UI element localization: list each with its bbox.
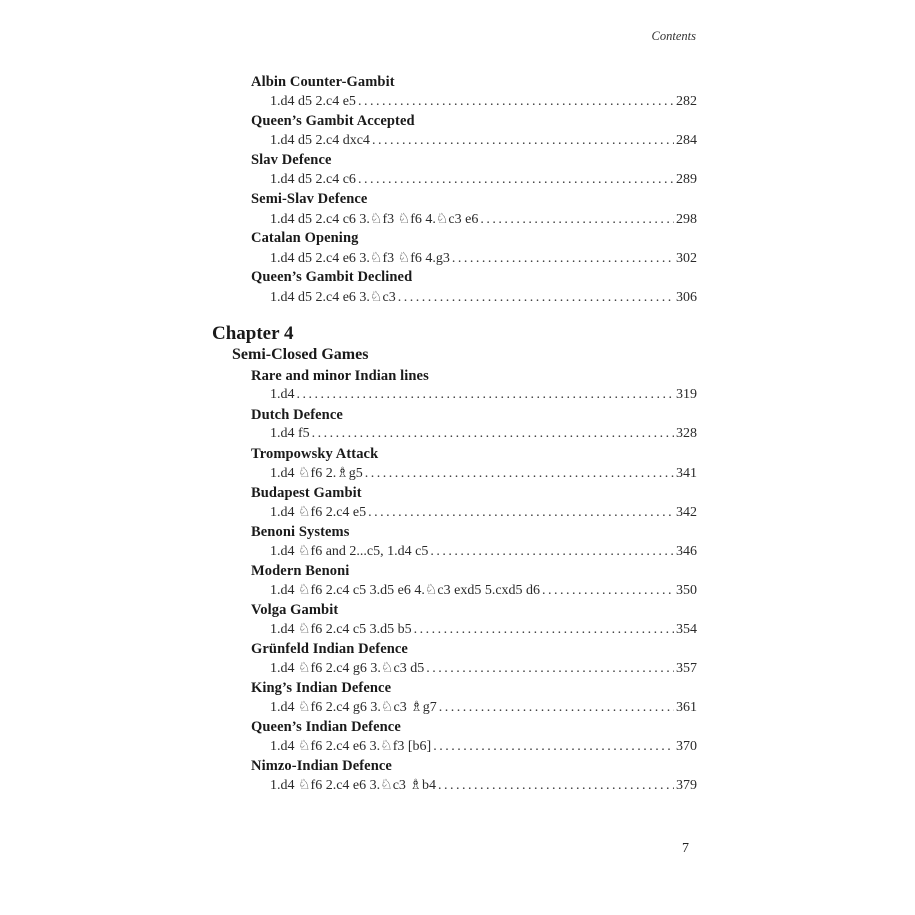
- toc-moves: 1.d4 ♘f6 2.c4 g6 3.♘c3 ♗g7: [270, 700, 437, 715]
- toc-page-number: 298: [676, 212, 697, 227]
- toc-entry-title: Nimzo-Indian Defence: [251, 758, 392, 774]
- toc-entry-title: King’s Indian Defence: [251, 680, 392, 696]
- toc-entry-title: Queen’s Gambit Declined: [251, 269, 413, 285]
- toc-entry-title: Rare and minor Indian lines: [251, 368, 429, 384]
- dot-leader: [358, 172, 674, 188]
- toc-moves: 1.d4 f5: [270, 426, 310, 441]
- dot-leader: [452, 251, 674, 267]
- toc-entry-title: Grünfeld Indian Defence: [251, 641, 408, 657]
- toc-entry-title: Slav Defence: [251, 152, 332, 168]
- toc-entry-line[interactable]: [270, 94, 697, 110]
- dot-leader: [358, 94, 674, 110]
- dot-leader: [430, 544, 674, 560]
- toc-entry-line[interactable]: [270, 133, 697, 149]
- toc-page-number: 289: [676, 172, 697, 187]
- toc-page-number: 357: [676, 661, 697, 676]
- toc-entry-line[interactable]: [270, 738, 697, 755]
- toc-moves: 1.d4 ♘f6 2.c4 e6 3.♘f3 [b6]: [270, 739, 432, 754]
- toc-page-number: 370: [676, 739, 697, 754]
- toc-page-number: 302: [676, 251, 697, 266]
- dot-leader: [433, 739, 674, 755]
- toc-entry-line[interactable]: [270, 699, 697, 716]
- toc-entry-line[interactable]: [270, 211, 697, 228]
- toc-entry-line[interactable]: [270, 621, 697, 638]
- dot-leader: [372, 133, 674, 149]
- toc-entry-title: Dutch Defence: [251, 407, 343, 423]
- dot-leader: [398, 290, 674, 306]
- toc-entry-title: Benoni Systems: [251, 524, 350, 540]
- toc-entry-title: Albin Counter-Gambit: [251, 74, 395, 90]
- toc-entry-line[interactable]: [270, 777, 697, 794]
- toc-page-number: 306: [676, 290, 697, 305]
- toc-moves: 1.d4 d5 2.c4 dxc4: [270, 133, 370, 148]
- toc-entry-line[interactable]: [270, 289, 697, 306]
- toc-entry-title: Budapest Gambit: [251, 485, 362, 501]
- chapter-heading: Chapter 4: [212, 323, 294, 344]
- dot-leader: [414, 622, 674, 638]
- toc-moves: 1.d4 d5 2.c4 e6 3.♘f3 ♘f6 4.g3: [270, 251, 450, 266]
- toc-page-number: 328: [676, 426, 697, 441]
- toc-page-number: 341: [676, 466, 697, 481]
- toc-moves: 1.d4 d5 2.c4 c6 3.♘f3 ♘f6 4.♘c3 e6: [270, 212, 479, 227]
- toc-entry-line[interactable]: [270, 387, 697, 403]
- toc-moves: 1.d4 ♘f6 2.c4 g6 3.♘c3 d5: [270, 661, 425, 676]
- toc-page-number: 361: [676, 700, 697, 715]
- toc-moves: 1.d4 d5 2.c4 e6 3.♘c3: [270, 290, 396, 305]
- toc-entry-title: Volga Gambit: [251, 602, 339, 618]
- toc-entry-line[interactable]: [270, 543, 697, 560]
- dot-leader: [297, 387, 675, 403]
- toc-page-number: 282: [676, 94, 697, 109]
- toc-entry-title: Catalan Opening: [251, 230, 359, 246]
- dot-leader: [426, 661, 674, 677]
- toc-page-number: 350: [676, 583, 697, 598]
- toc-entry-line[interactable]: [270, 465, 697, 482]
- toc-moves: 1.d4 ♘f6 2.♗g5: [270, 466, 363, 481]
- dot-leader: [480, 212, 674, 228]
- toc-moves: 1.d4 ♘f6 2.c4 e6 3.♘c3 ♗b4: [270, 778, 436, 793]
- toc-entry-line[interactable]: [270, 660, 697, 677]
- toc-page-number: 342: [676, 505, 697, 520]
- toc-moves: 1.d4 ♘f6 and 2...c5, 1.d4 c5: [270, 544, 429, 559]
- toc-entry-line[interactable]: [270, 426, 697, 442]
- toc-moves: 1.d4 d5 2.c4 c6: [270, 172, 356, 187]
- toc-moves: 1.d4 ♘f6 2.c4 c5 3.d5 b5: [270, 622, 412, 637]
- toc-entry-title: Modern Benoni: [251, 563, 350, 579]
- toc-moves: 1.d4 ♘f6 2.c4 c5 3.d5 e6 4.♘c3 exd5 5.cxd5 d6: [270, 583, 541, 598]
- toc-page-number: 319: [676, 387, 697, 402]
- dot-leader: [312, 426, 674, 442]
- toc-entry-line[interactable]: [270, 504, 697, 521]
- part-heading: Semi-Closed Games: [232, 346, 369, 363]
- toc-entry-title: Queen’s Indian Defence: [251, 719, 401, 735]
- toc-entry-title: Trompowsky Attack: [251, 446, 379, 462]
- dot-leader: [439, 700, 674, 716]
- dot-leader: [542, 583, 674, 599]
- toc-page-number: 379: [676, 778, 697, 793]
- toc-moves: 1.d4 d5 2.c4 e5: [270, 94, 356, 109]
- toc-entry-title: Semi-Slav Defence: [251, 191, 368, 207]
- toc-page-number: 354: [676, 622, 697, 637]
- dot-leader: [438, 778, 674, 794]
- page-number: 7: [682, 841, 689, 856]
- toc-entry-line[interactable]: [270, 172, 697, 188]
- toc-entry-line[interactable]: [270, 582, 697, 599]
- dot-leader: [368, 505, 674, 521]
- toc-entry-title: Queen’s Gambit Accepted: [251, 113, 415, 129]
- toc-page-number: 346: [676, 544, 697, 559]
- running-head: Contents: [651, 29, 696, 43]
- toc-entry-line[interactable]: [270, 250, 697, 267]
- toc-moves: 1.d4: [270, 387, 295, 402]
- toc-moves: 1.d4 ♘f6 2.c4 e5: [270, 505, 367, 520]
- toc-page-number: 284: [676, 133, 697, 148]
- dot-leader: [365, 466, 674, 482]
